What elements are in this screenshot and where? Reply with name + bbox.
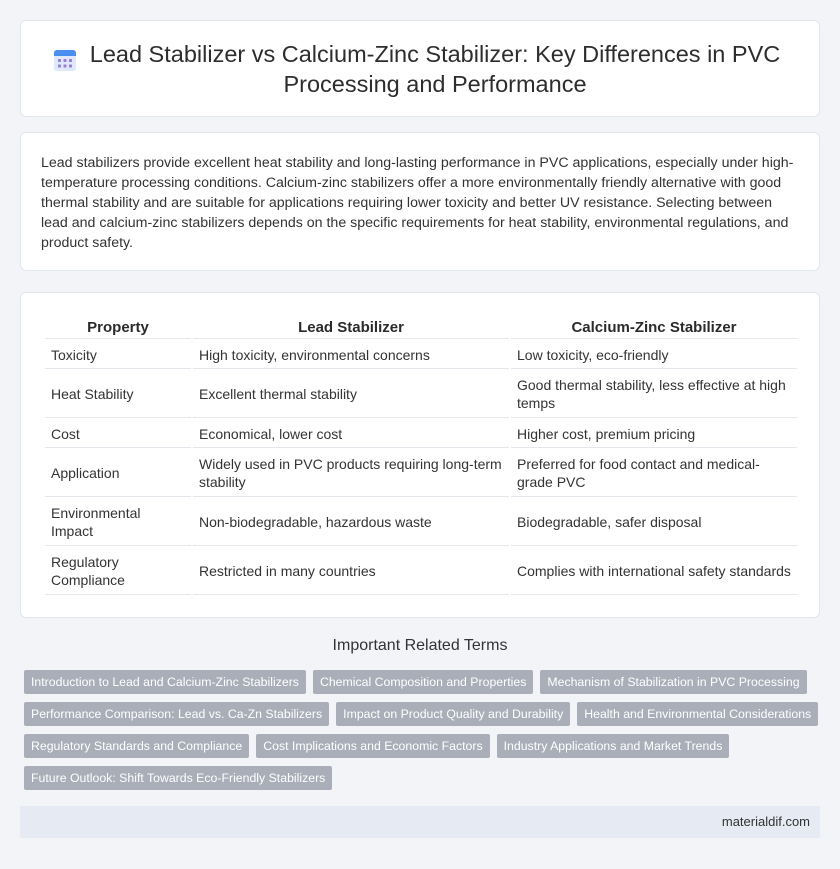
related-term-tag[interactable]: Cost Implications and Economic Factors <box>256 734 489 758</box>
table-cell: Biodegradable, safer disposal <box>511 499 797 546</box>
table-cell: High toxicity, environmental concerns <box>193 341 509 369</box>
page-title: Lead Stabilizer vs Calcium-Zinc Stabilizer: Key Differences in PVC Processing and Performance <box>89 40 781 97</box>
table-cell: Higher cost, premium pricing <box>511 420 797 448</box>
column-header: Calcium-Zinc Stabilizer <box>511 315 797 339</box>
table-cell: Toxicity <box>45 341 191 369</box>
table-row <box>45 341 797 369</box>
table-row <box>45 548 797 595</box>
table-cell: Low toxicity, eco-friendly <box>511 341 797 369</box>
table-row <box>45 499 797 546</box>
related-term-tag[interactable]: Impact on Product Quality and Durability <box>336 702 570 726</box>
table-cell: Cost <box>45 420 191 448</box>
related-term-tag[interactable]: Chemical Composition and Properties <box>313 670 533 694</box>
table-cell: Widely used in PVC products requiring long-term stability <box>193 450 509 497</box>
table-cell: Non-biodegradable, hazardous waste <box>193 499 509 546</box>
related-term-tag[interactable]: Industry Applications and Market Trends <box>497 734 730 758</box>
column-header: Lead Stabilizer <box>193 315 509 339</box>
table-cell: Preferred for food contact and medical-grade PVC <box>511 450 797 497</box>
table-row <box>45 450 797 497</box>
header-card <box>20 20 820 117</box>
table-row <box>45 371 797 418</box>
table-cell: Economical, lower cost <box>193 420 509 448</box>
table-cell: Excellent thermal stability <box>193 371 509 418</box>
related-terms-tags <box>24 670 824 790</box>
table-cell: Restricted in many countries <box>193 548 509 595</box>
table-cell: Environmental Impact <box>45 499 191 546</box>
table-cell: Heat Stability <box>45 371 191 418</box>
comparison-table-card <box>20 292 820 618</box>
intro-paragraph: Lead stabilizers provide excellent heat stability and long-lasting performance in PVC applications, especially under high-temperature processing conditions. Calcium-zinc stabilizers offer a more environmentally friendly alternative with good thermal stability and are suitable for applications requiring lower toxicity and better UV resistance. Selecting between lead and calcium-zinc stabilizers depends on the specific requirements for heat stability, environmental regulations, and product safety. <box>41 155 794 251</box>
related-term-tag[interactable]: Regulatory Standards and Compliance <box>24 734 249 758</box>
calendar-grid-icon <box>52 47 78 73</box>
table-header-row <box>45 315 797 339</box>
related-term-tag[interactable]: Future Outlook: Shift Towards Eco-Friendly Stabilizers <box>24 766 332 790</box>
table-cell: Good thermal stability, less effective at high temps <box>511 371 797 418</box>
comparison-table <box>43 313 799 597</box>
table-cell: Complies with international safety standards <box>511 548 797 595</box>
table-cell: Regulatory Compliance <box>45 548 191 595</box>
table-row <box>45 420 797 448</box>
table-cell: Application <box>45 450 191 497</box>
footer-site-link[interactable]: materialdif.com <box>721 814 810 829</box>
related-terms-title: Important Related Terms <box>332 637 508 654</box>
related-term-tag[interactable]: Health and Environmental Considerations <box>577 702 818 726</box>
related-term-tag[interactable]: Mechanism of Stabilization in PVC Processing <box>540 670 806 694</box>
intro-card <box>20 132 820 271</box>
column-header: Property <box>45 315 191 339</box>
related-term-tag[interactable]: Introduction to Lead and Calcium-Zinc Stabilizers <box>24 670 306 694</box>
footer <box>20 806 820 838</box>
related-term-tag[interactable]: Performance Comparison: Lead vs. Ca-Zn Stabilizers <box>24 702 329 726</box>
